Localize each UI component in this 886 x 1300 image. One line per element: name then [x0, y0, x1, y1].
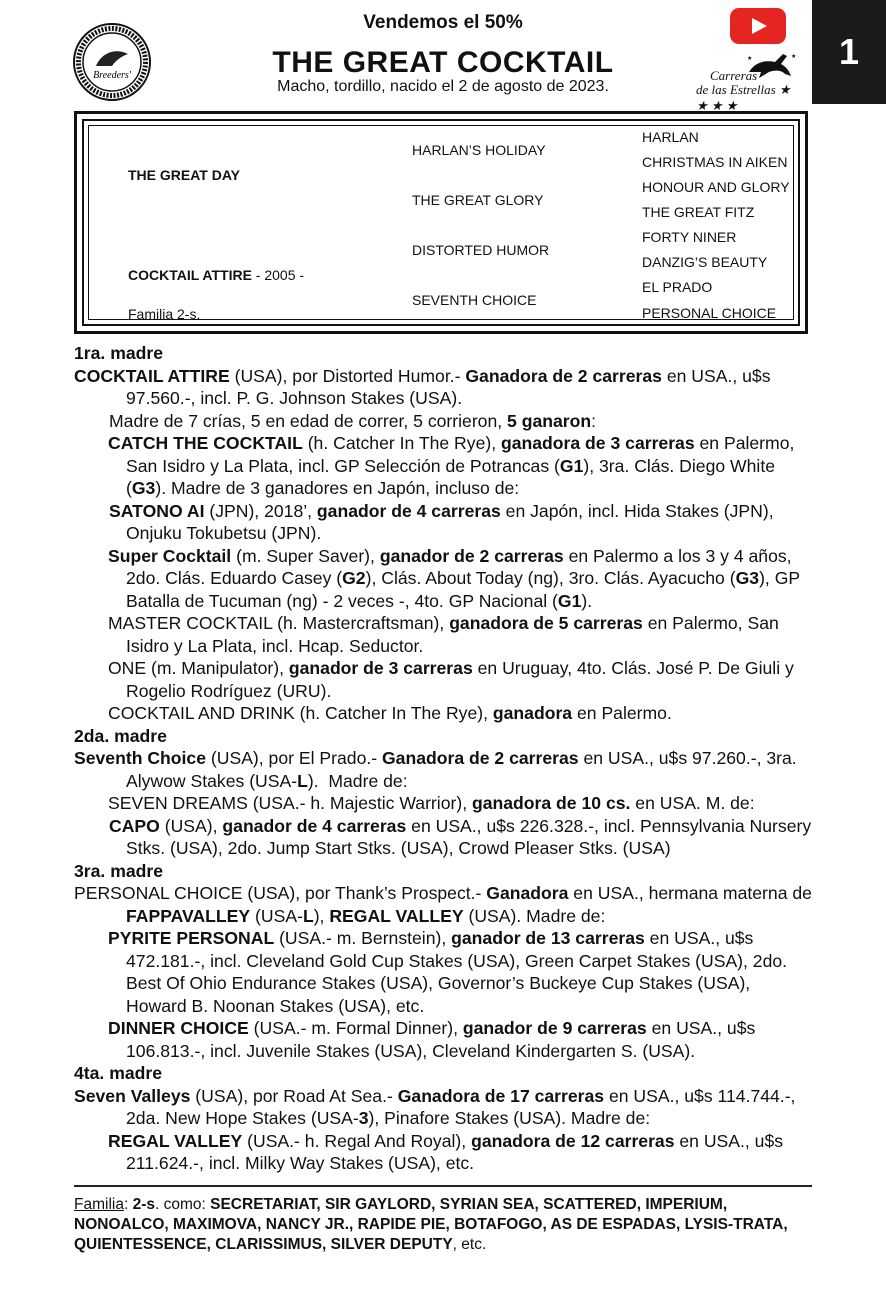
horse-description: Macho, tordillo, nacido el 2 de agosto de 2023.	[277, 78, 609, 95]
dam-entry: PERSONAL CHOICE (USA), por Thank’s Prospect.- Ganadora en USA., hermana materna de FAPPAVALLEY (USA-L), REGAL VALLEY (USA). Madre de:	[74, 883, 812, 926]
pedigree-family: Familia 2-s.	[128, 306, 201, 322]
pedigree-gen3: CHRISTMAS IN AIKEN	[642, 154, 788, 170]
sale-offer: Vendemos el 50%	[363, 12, 523, 33]
svg-text:★: ★	[747, 56, 753, 62]
pedigree-gen2: HARLAN’S HOLIDAY	[412, 142, 546, 158]
pedigree-gen2: THE GREAT GLORY	[412, 192, 544, 208]
produce-entry: REGAL VALLEY (USA.- h. Regal And Royal), ganadora de 12 carreras en USA., u$s 211.624.-, incl. Milky Way Stakes (USA), etc.	[108, 1130, 784, 1173]
catalog-body	[74, 342, 814, 1175]
pedigree-gen3: DANZIG’S BEAUTY	[642, 254, 768, 270]
section-heading: 1ra. madre	[74, 343, 163, 363]
pedigree-gen3: PERSONAL CHOICE	[642, 305, 777, 321]
pedigree-gen3: EL PRADO	[642, 279, 713, 295]
carreras-de-las-estrellas-logo: ★ ★ Carreras de las Estrellas ★ ★ ★ ★	[690, 50, 805, 100]
produce-entry: PYRITE PERSONAL (USA.- m. Bernstein), ganador de 13 carreras en USA., u$s 472.181.-, incl. Cleveland Gold Cup Stakes (USA), Green Carpet Stakes (USA), 2do. Best Of Ohio Endurance Stakes (USA), Governor’s Buckeye Cup Stakes (USA), Howard B. Noonan Stakes (USA), etc.	[108, 928, 788, 1016]
dam-entry: COCKTAIL ATTIRE (USA), por Distorted Humor.- Ganadora de 2 carreras en USA., u$s 97.560.-, incl. P. G. Johnson Stakes (USA).	[74, 365, 771, 408]
svg-text:★: ★	[791, 54, 797, 60]
pedigree-gen3: HONOUR AND GLORY	[642, 179, 790, 195]
pedigree-gen3: HARLAN	[642, 129, 699, 145]
produce-entry: CATCH THE COCKTAIL (h. Catcher In The Rye), ganadora de 3 carreras en Palermo, San Isidro y La Plata, incl. GP Selección de Potrancas (G1), 3ra. Clás. Diego White (G3). Madre de 3 ganadores en Japón, incluso de:	[108, 433, 795, 498]
horse-name-title: THE GREAT COCKTAIL	[272, 46, 614, 79]
dam-entry: Seven Valleys (USA), por Road At Sea.- Ganadora de 17 carreras en USA., u$s 114.744.-, 2da. New Hope Stakes (USA-3), Pinafore Stakes (USA). Madre de:	[74, 1085, 796, 1128]
pedigree-gen3: THE GREAT FITZ	[642, 204, 755, 220]
divider	[74, 1185, 812, 1187]
section-heading: 4ta. madre	[74, 1063, 163, 1083]
hip-number: 1	[812, 0, 886, 104]
produce-summary: Madre de 7 crías, 5 en edad de correr, 5 corrieron, 5 ganaron:	[109, 410, 596, 431]
produce-entry: SEVEN DREAMS (USA.- h. Majestic Warrior), ganadora de 10 cs. en USA. M. de:	[108, 793, 755, 813]
pedigree-table	[74, 111, 808, 334]
produce-entry: MASTER COCKTAIL (h. Mastercraftsman), ganadora de 5 carreras en Palermo, San Isidro y La Plata, incl. Hcap. Seductor.	[108, 613, 779, 656]
pedigree-sire: THE GREAT DAY	[128, 167, 241, 183]
pedigree-gen3: FORTY NINER	[642, 229, 737, 245]
produce-entry: Super Cocktail (m. Super Saver), ganador de 2 carreras en Palermo a los 3 y 4 años, 2do. Clás. Eduardo Casey (G2), Clás. About Today (ng), 3ro. Clás. Ayacucho (G3), GP Batalla de Tucuman (ng) - 2 veces -, 4to. GP Nacional (G1).	[108, 545, 800, 611]
produce-entry: COCKTAIL AND DRINK (h. Catcher In The Rye), ganadora en Palermo.	[108, 703, 672, 723]
pedigree-gen2: DISTORTED HUMOR	[412, 242, 550, 258]
produce-entry: CAPO (USA), ganador de 4 carreras en USA., u$s 226.328.-, incl. Pennsylvania Nursery Stks. (USA), 2do. Jump Start Stks. (USA), Crowd Pleaser Stks. (USA)	[109, 815, 812, 858]
svg-text:Breeders': Breeders'	[93, 70, 131, 81]
produce-entry: DINNER CHOICE (USA.- m. Formal Dinner), ganador de 9 carreras en USA., u$s 106.813.-, incl. Juvenile Stakes (USA), Cleveland Kindergarten S. (USA).	[108, 1018, 756, 1061]
produce-entry: SATONO AI (JPN), 2018’, ganador de 4 carreras en Japón, incl. Hida Stakes (JPN), Onjuku Tokubetsu (JPN).	[109, 500, 774, 543]
section-heading: 2da. madre	[74, 725, 167, 746]
family-footer: Familia: 2-s. como: SECRETARIAT, SIR GAYLORD, SYRIAN SEA, SCATTERED, IMPERIUM, NONOALCO, MAXIMOVA, NANCY JR., RAPIDE PIE, BOTAFOGO, AS DE ESPADAS, LYSIS-TRATA, QUIENTESSENCE, CLARISSIMUS, SILVER DEPUTY, etc.	[74, 1196, 788, 1253]
section-heading: 3ra. madre	[74, 860, 163, 881]
produce-entry: ONE (m. Manipulator), ganador de 3 carreras en Uruguay, 4to. Clás. José P. De Giuli y Rogelio Rodríguez (URU).	[108, 658, 794, 701]
pedigree-dam: COCKTAIL ATTIRE - 2005 -	[128, 267, 305, 283]
pedigree-gen2: SEVENTH CHOICE	[412, 292, 537, 308]
dam-entry: Seventh Choice (USA), por El Prado.- Ganadora de 2 carreras en USA., u$s 97.260.-, 3ra. Alywow Stakes (USA-L). Madre de:	[74, 748, 797, 791]
